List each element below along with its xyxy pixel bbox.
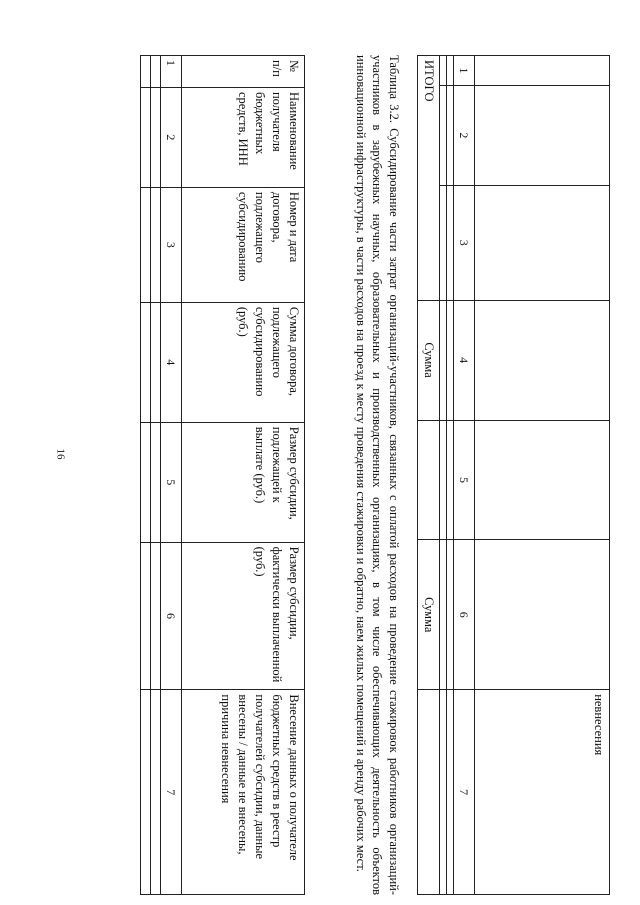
header-cell: Наименование получателя бюджетных средств, ИНН (182, 87, 305, 187)
col-number: 4 (160, 302, 181, 422)
table-caption: Таблица 3.2. Субсидирование части затрат организаций-участников, связанных с оплатой расходов на проведение стажировок работников организаций-участников в зарубежных научных, образовательных и производственных организациях, в том числе обеспечивающих деятельность объектов инновационной инфраструктуры, в части расходов на проезд к месту проведения стажировки и обратно, наем жилых помещений и аренду рабочих мест. (354, 55, 401, 895)
page-number: 16 (54, 448, 67, 460)
header-row (182, 56, 305, 895)
table-row (439, 56, 446, 895)
continued-table (417, 55, 610, 895)
header-cell (475, 185, 610, 300)
header-cell (475, 85, 610, 185)
col-number: 1 (160, 56, 181, 88)
table-row (446, 56, 453, 895)
total-row (417, 56, 439, 895)
table-row (140, 56, 150, 895)
sum-cell: Сумма (417, 540, 439, 690)
header-cell: № п/п (182, 56, 305, 88)
header-cell (475, 56, 610, 86)
header-cell: Внесение данных о получателе бюджетных средств в реестр получателей субсидии, данные внесены / данные не внесены, причина невнесения (182, 690, 305, 895)
col-number: 5 (453, 420, 474, 540)
col-number: 2 (453, 85, 474, 185)
col-number: 6 (160, 542, 181, 690)
header-cell: Номер и дата договора, подлежащего субсидированию (182, 187, 305, 302)
header-cell: Размер субсидии, подлежащей к выплате (руб.) (182, 422, 305, 542)
subsidy-table (140, 55, 305, 895)
header-cell-last: невнесения (475, 690, 610, 895)
column-numbers-row (160, 56, 181, 895)
total-label: ИТОГО (417, 56, 439, 301)
header-cell (475, 420, 610, 540)
header-cell: Размер субсидии, фактически выплаченной (руб.) (182, 542, 305, 690)
table-row (475, 56, 610, 895)
col-number: 4 (453, 300, 474, 420)
col-number: 1 (453, 56, 474, 86)
header-cell (475, 540, 610, 690)
column-numbers-row (453, 56, 474, 895)
col-number: 6 (453, 540, 474, 690)
table-row (150, 56, 160, 895)
col-number: 7 (453, 690, 474, 895)
header-cell (475, 300, 610, 420)
col-number: 3 (160, 187, 181, 302)
col-number: 5 (160, 422, 181, 542)
sum-cell: Сумма (417, 300, 439, 420)
col-number: 7 (160, 690, 181, 895)
col-number: 2 (160, 87, 181, 187)
col-number: 3 (453, 185, 474, 300)
rotated-page-content (70, 55, 610, 895)
header-cell: Сумма договора, подлежащего субсидированию (руб.) (182, 302, 305, 422)
